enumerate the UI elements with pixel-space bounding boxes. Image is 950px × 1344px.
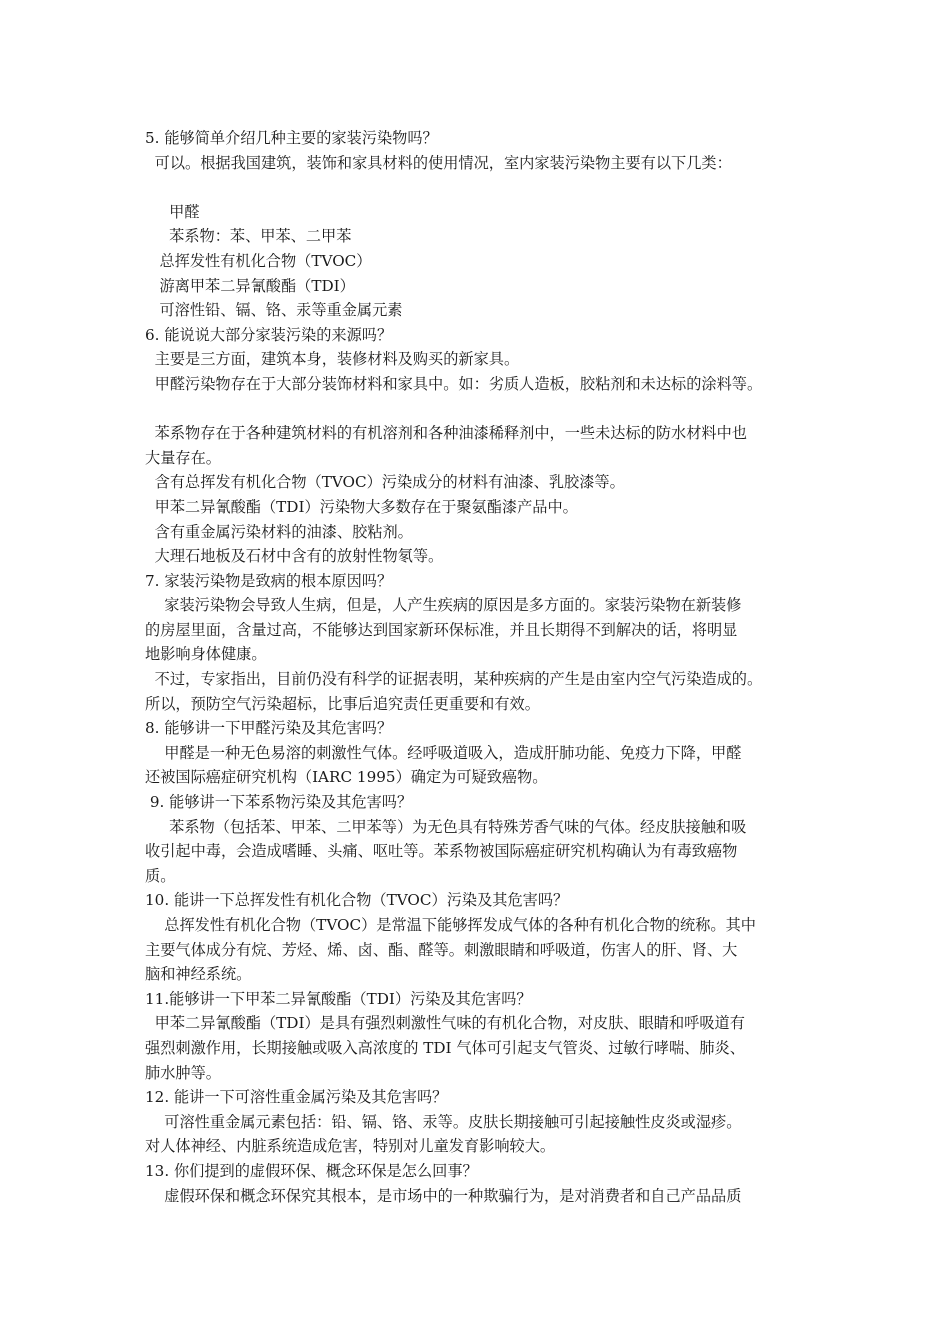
text-line: 大量存在。 bbox=[145, 448, 221, 467]
text-line: 的房屋里面，含量过高，不能够达到国家新环保标准，并且长期得不到解决的话，将明显 bbox=[145, 620, 738, 639]
text-line: 甲醛污染物存在于大部分装饰材料和家具中。如：劣质人造板，胶粘剂和未达标的涂料等。 bbox=[145, 374, 763, 393]
text-line: 家装污染物会导致人生病，但是，人产生疾病的原因是多方面的。家装污染物在新装修 bbox=[145, 596, 742, 615]
text-line: 5. 能够简单介绍几种主要的家装污染物吗？ bbox=[145, 129, 438, 147]
text-line: 甲苯二异氰酸酯（TDI）是具有强烈刺激性气味的有机化合物，对皮肤、眼睛和呼吸道有 bbox=[145, 1014, 745, 1033]
text-line: 10. 能讲一下总挥发性有机化合物（TVOC）污染及其危害吗？ bbox=[145, 891, 569, 910]
text-line: 所以，预防空气污染超标，比事后追究责任更重要和有效。 bbox=[145, 694, 540, 713]
text-line: 含有重金属污染材料的油漆、胶粘剂。 bbox=[145, 522, 413, 541]
text-line: 不过，专家指出，目前仍没有科学的证据表明，某种疾病的产生是由室内空气污染造成的。 bbox=[145, 670, 763, 689]
text-line: 11.能够讲一下甲苯二异氰酸酯（TDI）污染及其危害吗？ bbox=[145, 989, 532, 1008]
text-line: 13. 你们提到的虚假环保、概念环保是怎么回事？ bbox=[145, 1161, 478, 1180]
text-line: 苯系物存在于各种建筑材料的有机溶剂和各种油漆稀释剂中，一些未达标的防水材料中也 bbox=[145, 424, 747, 443]
text-line: 地影响身体健康。 bbox=[145, 645, 267, 664]
text-line: 收引起中毒，会造成嗜睡、头痛、呕吐等。苯系物被国际癌症研究机构确认为有毒致癌物 bbox=[145, 842, 738, 861]
text-line: 虚假环保和概念环保究其根本，是市场中的一种欺骗行为，是对消费者和自己产品品质 bbox=[145, 1186, 742, 1205]
text-line: 脑和神经系统。 bbox=[145, 965, 252, 984]
text-line: 甲醛 bbox=[145, 202, 200, 221]
text-line: 可溶性铅、镉、铬、汞等重金属元素 bbox=[145, 301, 403, 320]
text-line: 苯系物：苯、甲苯、二甲苯 bbox=[145, 227, 352, 246]
text-line: 主要气体成分有烷、芳烃、烯、卤、酯、醛等。刺激眼睛和呼吸道，伤害人的肝、肾、大 bbox=[145, 940, 738, 959]
text-line: 质。 bbox=[145, 866, 176, 885]
blank-line bbox=[145, 397, 825, 422]
text-line: 6. 能说说大部分家装污染的来源吗？ bbox=[145, 325, 393, 344]
document-body bbox=[145, 126, 825, 1208]
text-line: 主要是三方面，建筑本身，装修材料及购买的新家具。 bbox=[145, 350, 520, 369]
text-line: 还被国际癌症研究机构（IARC 1995）确定为可疑致癌物。 bbox=[145, 768, 548, 787]
text-line: 可以。根据我国建筑，装饰和家具材料的使用情况，室内家装污染物主要有以下几类： bbox=[145, 153, 732, 172]
text-line: 肺水肿等。 bbox=[145, 1063, 221, 1082]
text-line: 8. 能够讲一下甲醛污染及其危害吗？ bbox=[145, 719, 393, 738]
text-line: 大理石地板及石材中含有的放射性物氡等。 bbox=[145, 547, 444, 566]
text-line: 对人体神经、内脏系统造成危害，特别对儿童发育影响较大。 bbox=[145, 1137, 556, 1156]
text-line: 甲醛是一种无色易溶的刺激性气体。经呼吸道吸入，造成肝肺功能、免疫力下降，甲醛 bbox=[145, 743, 742, 762]
text-line: 游离甲苯二异氰酸酯（TDI） bbox=[145, 276, 355, 295]
text-line: 12. 能讲一下可溶性重金属污染及其危害吗？ bbox=[145, 1088, 448, 1107]
blank-line bbox=[145, 175, 825, 200]
text-line: 可溶性重金属元素包括：铅、镉、铬、汞等。皮肤长期接触可引起接触性皮炎或湿疹。 bbox=[145, 1112, 742, 1131]
text-line: 含有总挥发有机化合物（TVOC）污染成分的材料有油漆、乳胶漆等。 bbox=[145, 473, 625, 492]
text-line: 9. 能够讲一下苯系物污染及其危害吗？ bbox=[145, 793, 413, 812]
text-line: 总挥发性有机化合物（TVOC）是常温下能够挥发成气体的各种有机化合物的统称。其中 bbox=[145, 916, 756, 934]
text-line: 甲苯二异氰酸酯（TDI）污染物大多数存在于聚氨酯漆产品中。 bbox=[145, 497, 578, 516]
text-line: 强烈刺激作用，长期接触或吸入高浓度的 TDI 气体可引起支气管炎、过敏行哮喘、肺炎、 bbox=[145, 1038, 745, 1057]
text-line: 7. 家装污染物是致病的根本原因吗？ bbox=[145, 571, 393, 590]
text-line: 苯系物（包括苯、甲苯、二甲苯等）为无色具有特殊芳香气味的气体。经皮肤接触和吸 bbox=[145, 817, 747, 836]
text-line: 总挥发性有机化合物（TVOC） bbox=[145, 251, 372, 270]
